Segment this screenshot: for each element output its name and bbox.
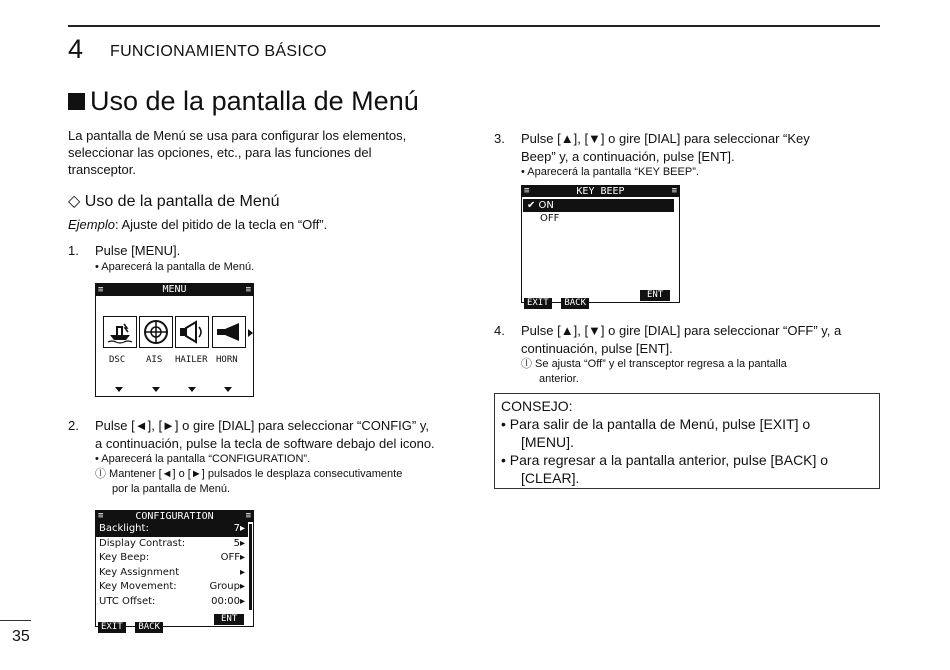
step-number: 4. [494, 323, 505, 338]
config-row-value: ▸ [239, 566, 245, 578]
menu-screen [95, 283, 254, 397]
config-row-value: Group▸ [209, 581, 245, 592]
softkey-arrow-icon[interactable] [224, 387, 232, 392]
configuration-header [96, 511, 253, 522]
step-text: Pulse [▲], [▼] o gire [DIAL] para seleccionar “OFF” y, a [521, 323, 842, 338]
ent-softkey[interactable]: ENT [640, 290, 670, 301]
intro-line: transceptor. [68, 162, 136, 177]
config-row-label: Backlight: [99, 523, 149, 534]
tip-title: CONSEJO: [501, 398, 573, 414]
header-rule [68, 25, 880, 27]
tip-line: [MENU]. [521, 434, 574, 450]
step-text: Pulse [MENU]. [95, 243, 181, 258]
key-beep-header [522, 186, 679, 197]
example-text: : Ajuste del pitido de la tecla en “Off”. [114, 217, 328, 232]
step-note: • Aparecerá la pantalla “KEY BEEP”. [521, 166, 699, 178]
ent-softkey[interactable]: ENT [214, 614, 244, 625]
softkey-arrow-icon[interactable] [115, 387, 123, 392]
subsection-title-text: Uso de la pantalla de Menú [84, 193, 280, 210]
dsc-label: DSC [109, 355, 126, 365]
exit-softkey[interactable]: EXIT [524, 298, 552, 309]
config-row-key-beep[interactable] [96, 551, 248, 566]
chapter-number: 4 [68, 34, 84, 64]
page-number: 35 [12, 628, 30, 645]
horn-label: HORN [216, 355, 238, 365]
step-number: 1. [68, 243, 79, 258]
dsc-icon[interactable] [103, 316, 137, 348]
tip-box [494, 393, 880, 489]
step-number: 3. [494, 131, 505, 146]
menu-screen-header [96, 284, 253, 296]
step-text: Pulse [▲], [▼] o gire [DIAL] para seleccionar “Key [521, 131, 810, 146]
step-note: ⓛ Mantener [◄] o [►] pulsados le desplaza consecutivamente [95, 468, 403, 480]
exit-softkey[interactable]: EXIT [98, 622, 126, 633]
configuration-screen [95, 510, 254, 632]
step-note: • Aparecerá la pantalla de Menú. [95, 261, 255, 273]
subsection-title [68, 191, 280, 211]
step-text: a continuación, pulse la tecla de software debajo del icono. [95, 436, 435, 451]
back-softkey[interactable]: BACK [561, 298, 589, 309]
scrollbar[interactable] [249, 524, 252, 610]
menu-glyph-icon: ≡ [98, 511, 104, 521]
softkey-arrow-icon[interactable] [188, 387, 196, 392]
softkey-bar [98, 614, 163, 633]
chapter-title: FUNCIONAMIENTO BÁSICO [110, 43, 327, 60]
option-off[interactable]: OFF [540, 213, 560, 224]
config-row-label: Key Movement: [99, 581, 177, 592]
intro-line: La pantalla de Menú se usa para configurar los elementos, [68, 128, 407, 143]
step-note: anterior. [539, 373, 579, 385]
config-row-backlight[interactable] [96, 522, 248, 537]
config-row-value: 7▸ [233, 523, 245, 534]
configuration-title: CONFIGURATION [135, 511, 214, 522]
hailer-label: HAILER [175, 355, 208, 365]
horn-icon[interactable] [212, 316, 246, 348]
key-beep-screen [521, 185, 680, 308]
tip-item [501, 451, 873, 487]
softkey-arrow-icon[interactable] [152, 387, 160, 392]
menu-screen-title: MENU [162, 284, 187, 295]
tip-item [501, 415, 873, 451]
menu-glyph-icon: ≡ [671, 186, 677, 196]
key-beep-title: KEY BEEP [576, 186, 625, 197]
intro-paragraph [68, 127, 468, 178]
config-row-utc-offset[interactable] [96, 595, 248, 610]
ais-icon[interactable] [139, 316, 173, 348]
step-number: 2. [68, 418, 79, 433]
config-row-value: 00:00▸ [211, 595, 245, 607]
option-on[interactable]: ✔ ON [523, 199, 674, 212]
tip-line: • Para salir de la pantalla de Menú, pulse [EXIT] o [501, 416, 811, 432]
intro-line: seleccionar las opciones, etc., para las funciones del [68, 145, 372, 160]
section-title-text: Uso de la pantalla de Menú [90, 86, 419, 116]
step-note: por la pantalla de Menú. [112, 483, 231, 495]
config-row-label: Key Assignment [99, 566, 180, 578]
diamond-icon: ◇ [68, 193, 81, 210]
softkey-bar [524, 290, 589, 309]
config-row-label: Key Beep: [99, 552, 150, 563]
square-bullet-icon [68, 93, 85, 110]
step-text: continuación, pulse [ENT]. [521, 341, 673, 356]
step-text: Pulse [◄], [►] o gire [DIAL] para seleccionar “CONFIG” y, [95, 418, 429, 433]
config-row-key-assignment[interactable] [96, 566, 248, 581]
page-number-rule [0, 620, 31, 621]
menu-glyph-icon: ≡ [245, 285, 251, 295]
back-softkey[interactable]: BACK [135, 622, 163, 633]
step-note: ⓛ Se ajusta “Off” y el transceptor regresa a la pantalla [521, 358, 787, 370]
menu-glyph-icon: ≡ [98, 285, 104, 295]
ais-label: AIS [146, 355, 163, 365]
example-label: Ejemplo [68, 217, 115, 232]
config-row-display-contrast[interactable] [96, 537, 248, 552]
config-row-value: 5▸ [233, 537, 245, 549]
step-note: • Aparecerá la pantalla “CONFIGURATION”. [95, 453, 311, 465]
section-title [68, 86, 419, 117]
example-line [68, 216, 327, 233]
config-row-key-movement[interactable] [96, 580, 248, 595]
config-row-label: UTC Offset: [99, 595, 156, 607]
step-text: Beep” y, a continuación, pulse [ENT]. [521, 149, 735, 164]
menu-glyph-icon: ≡ [245, 511, 251, 521]
tip-line: • Para regresar a la pantalla anterior, pulse [BACK] o [501, 452, 829, 468]
menu-glyph-icon: ≡ [524, 186, 530, 196]
scroll-right-icon[interactable] [248, 329, 253, 337]
config-row-label: Display Contrast: [99, 537, 186, 549]
tip-line: [CLEAR]. [521, 470, 580, 486]
config-row-value: OFF▸ [220, 552, 245, 563]
hailer-icon[interactable] [175, 316, 209, 348]
